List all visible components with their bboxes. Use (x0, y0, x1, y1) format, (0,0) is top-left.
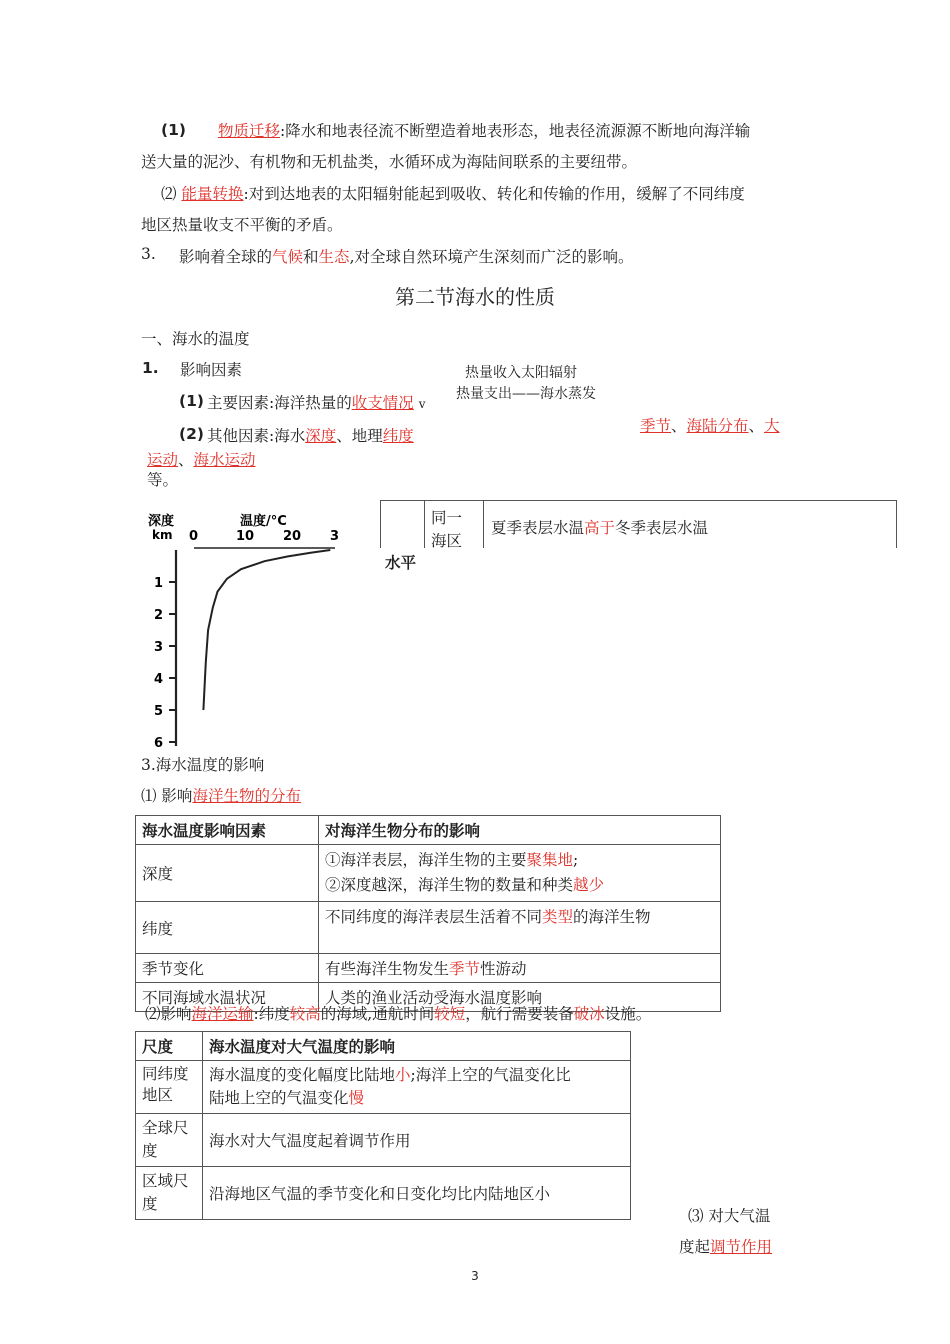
y-tick-label: 2 (154, 608, 164, 623)
keyword: 类型 (542, 908, 574, 926)
side-table-row-label: 水平 (385, 554, 417, 572)
text: 的海洋生物 (573, 908, 651, 926)
keyword: 季节 (640, 417, 672, 435)
keyword: 生态 (318, 248, 350, 266)
item-number: (1) (179, 392, 204, 410)
side-table-border (483, 500, 484, 548)
text: 主要因素:海洋热量的 (207, 394, 352, 412)
text: 度 (142, 1142, 158, 1160)
factor-other-right (640, 414, 780, 436)
text: 夏季表层水温 (491, 519, 585, 537)
keyword: 大 (764, 417, 780, 435)
keyword: 破冰 (573, 1005, 605, 1023)
x-tick-label: 3 (330, 529, 340, 544)
text: ，航行需要装备 (465, 1005, 574, 1023)
text: 陆地上空的气温变化 (209, 1089, 349, 1107)
side-table-border (380, 500, 381, 548)
text: 、 (748, 417, 765, 435)
item-line: ⑶ 对大气温 (688, 1207, 771, 1225)
x-tick-label: 10 (236, 529, 255, 544)
keyword: 小 (395, 1066, 411, 1084)
item-number: 3. (141, 245, 156, 263)
keyword: 海洋运输 (191, 1005, 254, 1023)
text: 冬季表层水温 (615, 519, 709, 537)
factor-other-cont (147, 448, 256, 470)
y-axis-label: 深度 (148, 514, 175, 529)
x-tick-label: 0 (189, 529, 199, 544)
keyword: 气候 (272, 248, 304, 266)
paragraph-line (161, 182, 745, 204)
text: 区域尺 (142, 1172, 189, 1190)
table-cell: 海水对大气温度起着调节作用 (203, 1114, 631, 1167)
text: 地区 (142, 1086, 174, 1104)
keyword: 聚集地 (526, 851, 574, 869)
keyword: 海洋生物的分布 (192, 787, 301, 805)
keyword: 物质迁移 (218, 122, 281, 140)
table-header: 尺度 (136, 1032, 203, 1061)
text: 、 (178, 451, 194, 469)
keyword: 慢 (348, 1089, 365, 1107)
subheading: 3.海水温度的影响 (141, 756, 265, 774)
keyword: 能量转换 (181, 185, 244, 203)
keyword: 较短 (434, 1005, 466, 1023)
table-cell: 人类的渔业活动受海水温度影响 (319, 983, 721, 1012)
keyword: 纬度 (382, 427, 414, 445)
keyword: 运动 (147, 451, 179, 469)
table-cell (136, 1061, 203, 1114)
table-cell: 季节变化 (136, 954, 319, 983)
biology-table (135, 815, 721, 1012)
y-axis-unit: km (152, 528, 173, 542)
keyword: 调节作用 (710, 1238, 773, 1256)
factors-label: 影响因素 (180, 361, 243, 379)
side-table-text (491, 516, 708, 538)
text: 、 (671, 417, 687, 435)
section-title: 第二节海水的性质 (395, 285, 555, 309)
factor-main (207, 391, 425, 413)
keyword: 越少 (573, 876, 605, 894)
text: 等。 (147, 471, 179, 489)
text: 度起 (679, 1238, 711, 1256)
text: 有些海洋生物发生 (325, 960, 450, 978)
text: 度 (142, 1195, 158, 1213)
x-tick-label: 20 (283, 529, 302, 544)
keyword: 较高 (289, 1005, 321, 1023)
side-table-top-border (380, 500, 897, 501)
y-tick-label: 5 (154, 704, 164, 719)
mark: v (418, 397, 426, 411)
subheading: 一、海水的温度 (141, 330, 250, 348)
table-cell (136, 1114, 203, 1167)
text: ;海洋上空的气温变化比 (410, 1066, 571, 1084)
atmosphere-table (135, 1031, 631, 1220)
text: 性游动 (480, 960, 527, 978)
keyword: 海陆分布 (686, 417, 749, 435)
keyword: 收支情况 (351, 394, 414, 412)
text: 全球尺 (142, 1119, 189, 1137)
temperature-curve (203, 550, 330, 710)
table-header: 海水温度对大气温度的影响 (203, 1032, 631, 1061)
text: :对到达地表的太阳辐射能起到吸收、转化和传输的作用，缓解了不同纬度 (243, 185, 745, 203)
paragraph-line (179, 245, 634, 267)
y-tick-label: 4 (154, 672, 164, 687)
text: 、地理 (336, 427, 383, 445)
text: 不同纬度的海洋表层生活着不同 (325, 908, 543, 926)
keyword: 高于 (584, 519, 616, 537)
item-line-cont (679, 1235, 772, 1257)
table-header: 对海洋生物分布的影响 (319, 816, 721, 845)
text: 的海域,通航时间 (320, 1005, 435, 1023)
item-number: (2) (179, 425, 204, 443)
y-tick-label: 3 (154, 640, 164, 655)
text: ; (573, 851, 579, 869)
table-cell (319, 954, 721, 983)
table-cell: 不同海域水温状况 (136, 983, 319, 1012)
table-cell (319, 845, 721, 902)
page-number: 3 (471, 1269, 479, 1283)
item-number: 1. (142, 359, 159, 377)
factor-other (207, 424, 414, 446)
text: 海水温度的变化幅度比陆地 (209, 1066, 396, 1084)
side-table-border (896, 500, 897, 548)
text: ⑵影响 (145, 1005, 192, 1023)
y-tick-label: 1 (154, 576, 164, 591)
item-line (141, 784, 301, 806)
table-cell: 纬度 (136, 902, 319, 954)
text: ,对全球自然环境产生深刻而广泛的影响。 (349, 248, 634, 266)
side-table-region: 海区 (431, 532, 463, 550)
temperature-depth-chart (138, 505, 358, 755)
item-line (145, 1002, 651, 1024)
brace-top: 热量收入太阳辐射 (465, 365, 577, 381)
item-number: (1) (161, 121, 186, 139)
table-cell (136, 1167, 203, 1220)
side-table-border (424, 500, 425, 548)
text: 同纬度 (142, 1065, 189, 1083)
item-number: ⑵ (161, 185, 177, 203)
y-tick-label: 6 (154, 736, 164, 751)
keyword: 海水运动 (193, 451, 256, 469)
paragraph-line (218, 119, 750, 141)
table-cell: 深度 (136, 845, 319, 902)
text: ⑴ 影响 (141, 787, 193, 805)
keyword: 季节 (449, 960, 481, 978)
table-cell (319, 902, 721, 954)
text: ①海洋表层，海洋生物的主要 (325, 851, 527, 869)
table-cell: 沿海地区气温的季节变化和日变化均比内陆地区小 (203, 1167, 631, 1220)
paragraph-line: 送大量的泥沙、有机物和无机盐类，水循环成为海陆间联系的主要纽带。 (141, 153, 638, 171)
text: 设施。 (604, 1005, 652, 1023)
x-axis-label: 温度/°C (240, 514, 287, 529)
text: :纬度 (253, 1005, 290, 1023)
text: :降水和地表径流不断塑造着地表形态，地表径流源源不断地向海洋输 (280, 122, 751, 140)
brace-bottom: 热量支出——海水蒸发 (456, 386, 596, 402)
text: 影响着全球的 (179, 248, 273, 266)
paragraph-line: 地区热量收支不平衡的矛盾。 (141, 216, 343, 234)
text: ②深度越深，海洋生物的数量和种类 (325, 876, 574, 894)
text: 和 (303, 248, 319, 266)
table-header: 海水温度影响因素 (136, 816, 319, 845)
text: 其他因素:海水 (207, 427, 306, 445)
keyword: 深度 (305, 427, 337, 445)
table-cell (203, 1061, 631, 1114)
side-table-region: 同一 (431, 509, 463, 527)
